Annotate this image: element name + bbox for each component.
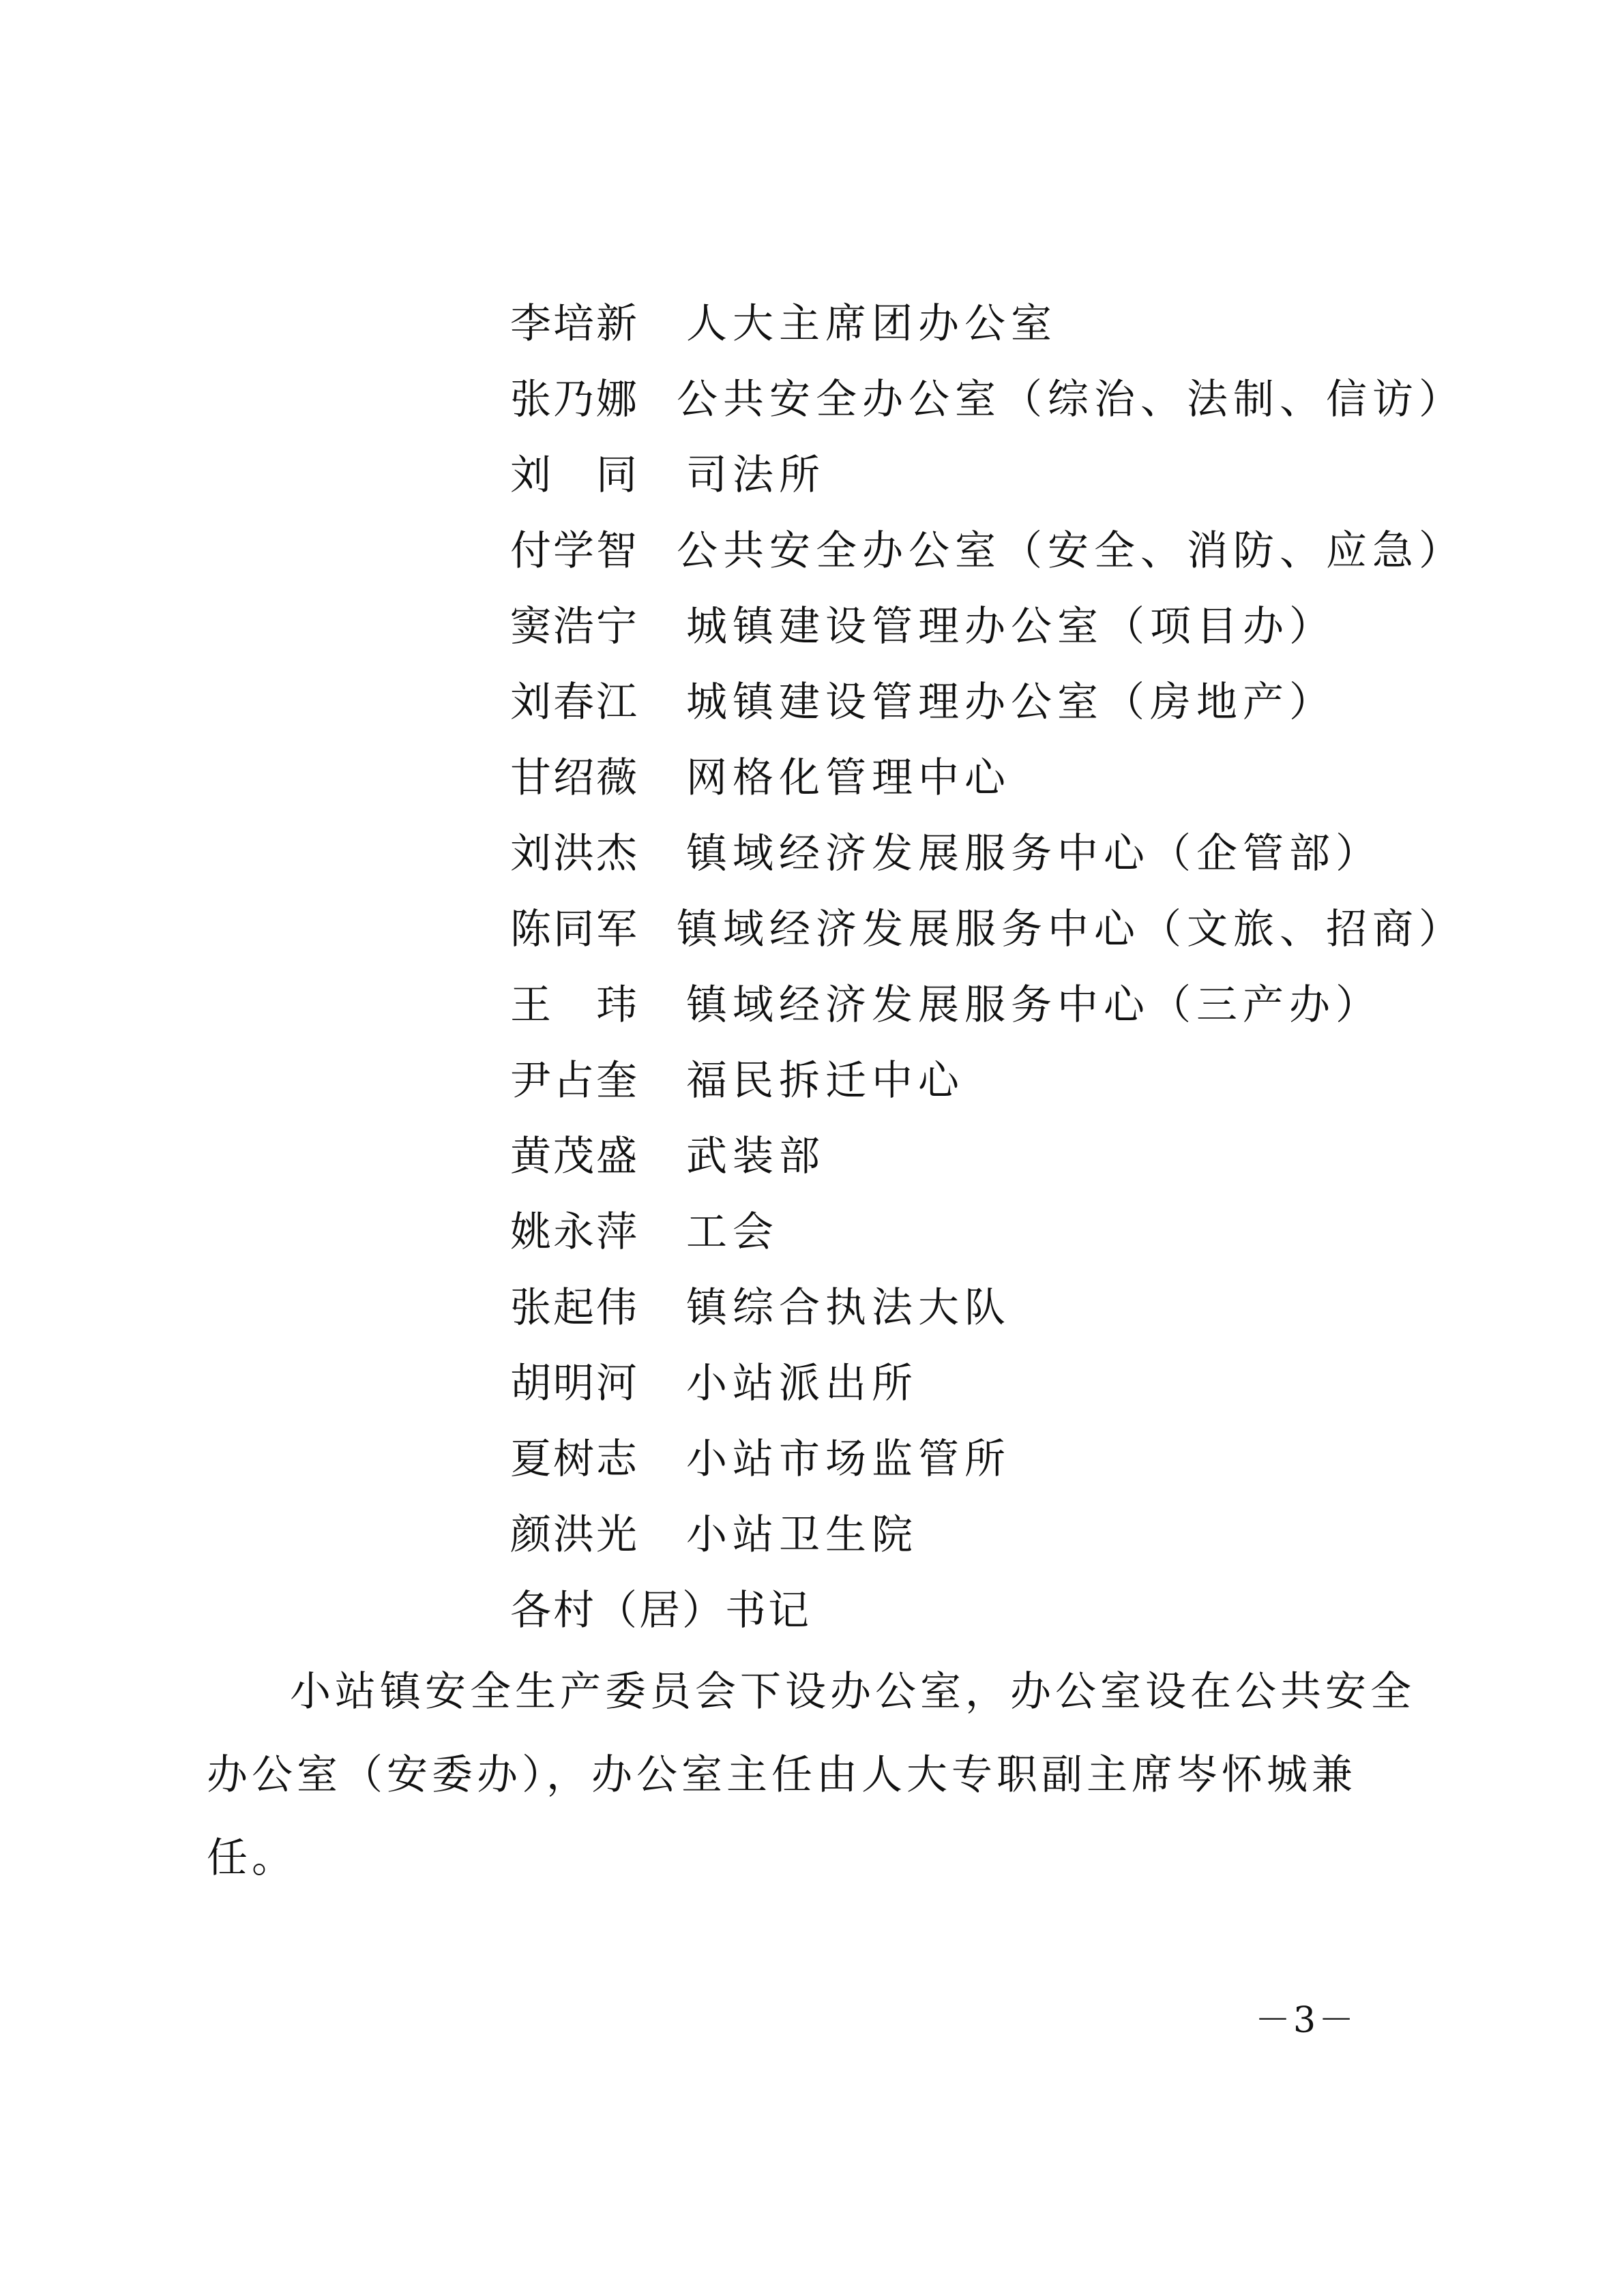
member-department: 小站派出所 xyxy=(686,1360,918,1407)
member-department: 镇域经济发展服务中心（文旅、招商） xyxy=(677,906,1465,953)
member-name: 窦浩宁 xyxy=(510,603,639,651)
member-department: 工会 xyxy=(686,1208,779,1256)
body-paragraph: 小站镇安全生产委员会下设办公室，办公室设在公共安全办公室（安委办），办公室主任由人大专职副主席岑怀城兼任。 xyxy=(207,1668,1415,1882)
member-department: 公共安全办公室（安全、消防、应急） xyxy=(677,527,1465,575)
member-name: 刘春江 xyxy=(510,679,639,726)
member-name: 黄茂盛 xyxy=(510,1133,639,1180)
list-item xyxy=(510,892,1465,968)
member-name: 胡明河 xyxy=(510,1360,639,1407)
member-department: 城镇建设管理办公室（房地产） xyxy=(686,679,1335,726)
member-department: 福民拆迁中心 xyxy=(686,1057,964,1105)
member-department: 人大主席团办公室 xyxy=(686,300,1057,348)
member-name: 张乃娜 xyxy=(510,376,639,423)
list-item xyxy=(510,1270,1465,1346)
member-name: 陈同军 xyxy=(510,906,639,953)
member-department: 镇域经济发展服务中心（三产办） xyxy=(686,981,1382,1029)
member-name: 刘 同 xyxy=(510,451,639,499)
member-department: 小站市场监管所 xyxy=(686,1435,1011,1483)
member-name: 各村（居）书记 xyxy=(510,1587,811,1635)
member-department: 城镇建设管理办公室（项目办） xyxy=(686,603,1335,651)
member-name: 刘洪杰 xyxy=(510,830,639,878)
member-name: 张起伟 xyxy=(510,1284,639,1332)
list-item xyxy=(510,438,1465,513)
member-name: 夏树志 xyxy=(510,1435,639,1483)
list-item xyxy=(510,665,1465,741)
list-item xyxy=(510,286,1465,362)
list-item xyxy=(510,816,1465,892)
member-name: 姚永萍 xyxy=(510,1208,639,1256)
list-item xyxy=(510,1497,1465,1573)
member-name: 付学智 xyxy=(510,527,639,575)
member-department: 司法所 xyxy=(686,451,825,499)
list-item xyxy=(510,1573,1465,1649)
list-item xyxy=(510,968,1465,1043)
list-item xyxy=(510,1346,1465,1422)
member-department: 镇综合执法大队 xyxy=(686,1284,1011,1332)
member-name: 甘绍薇 xyxy=(510,754,639,802)
member-name: 李培新 xyxy=(510,300,639,348)
member-list xyxy=(510,286,1465,1649)
list-item xyxy=(510,741,1465,816)
list-item xyxy=(510,1422,1465,1497)
page-number: －3－ xyxy=(1255,2000,1357,2041)
member-name: 尹占奎 xyxy=(510,1057,639,1105)
member-name: 颜洪光 xyxy=(510,1511,639,1559)
list-item xyxy=(510,513,1465,589)
member-department: 网格化管理中心 xyxy=(686,754,1011,802)
list-item xyxy=(510,1043,1465,1119)
list-item xyxy=(510,362,1465,438)
list-item xyxy=(510,1119,1465,1195)
member-department: 武装部 xyxy=(686,1133,825,1180)
list-item xyxy=(510,589,1465,665)
member-department: 镇域经济发展服务中心（企管部） xyxy=(686,830,1382,878)
member-department: 小站卫生院 xyxy=(686,1511,918,1559)
member-department: 公共安全办公室（综治、法制、信访） xyxy=(677,376,1465,423)
list-item xyxy=(510,1195,1465,1270)
member-name: 王 玮 xyxy=(510,981,639,1029)
